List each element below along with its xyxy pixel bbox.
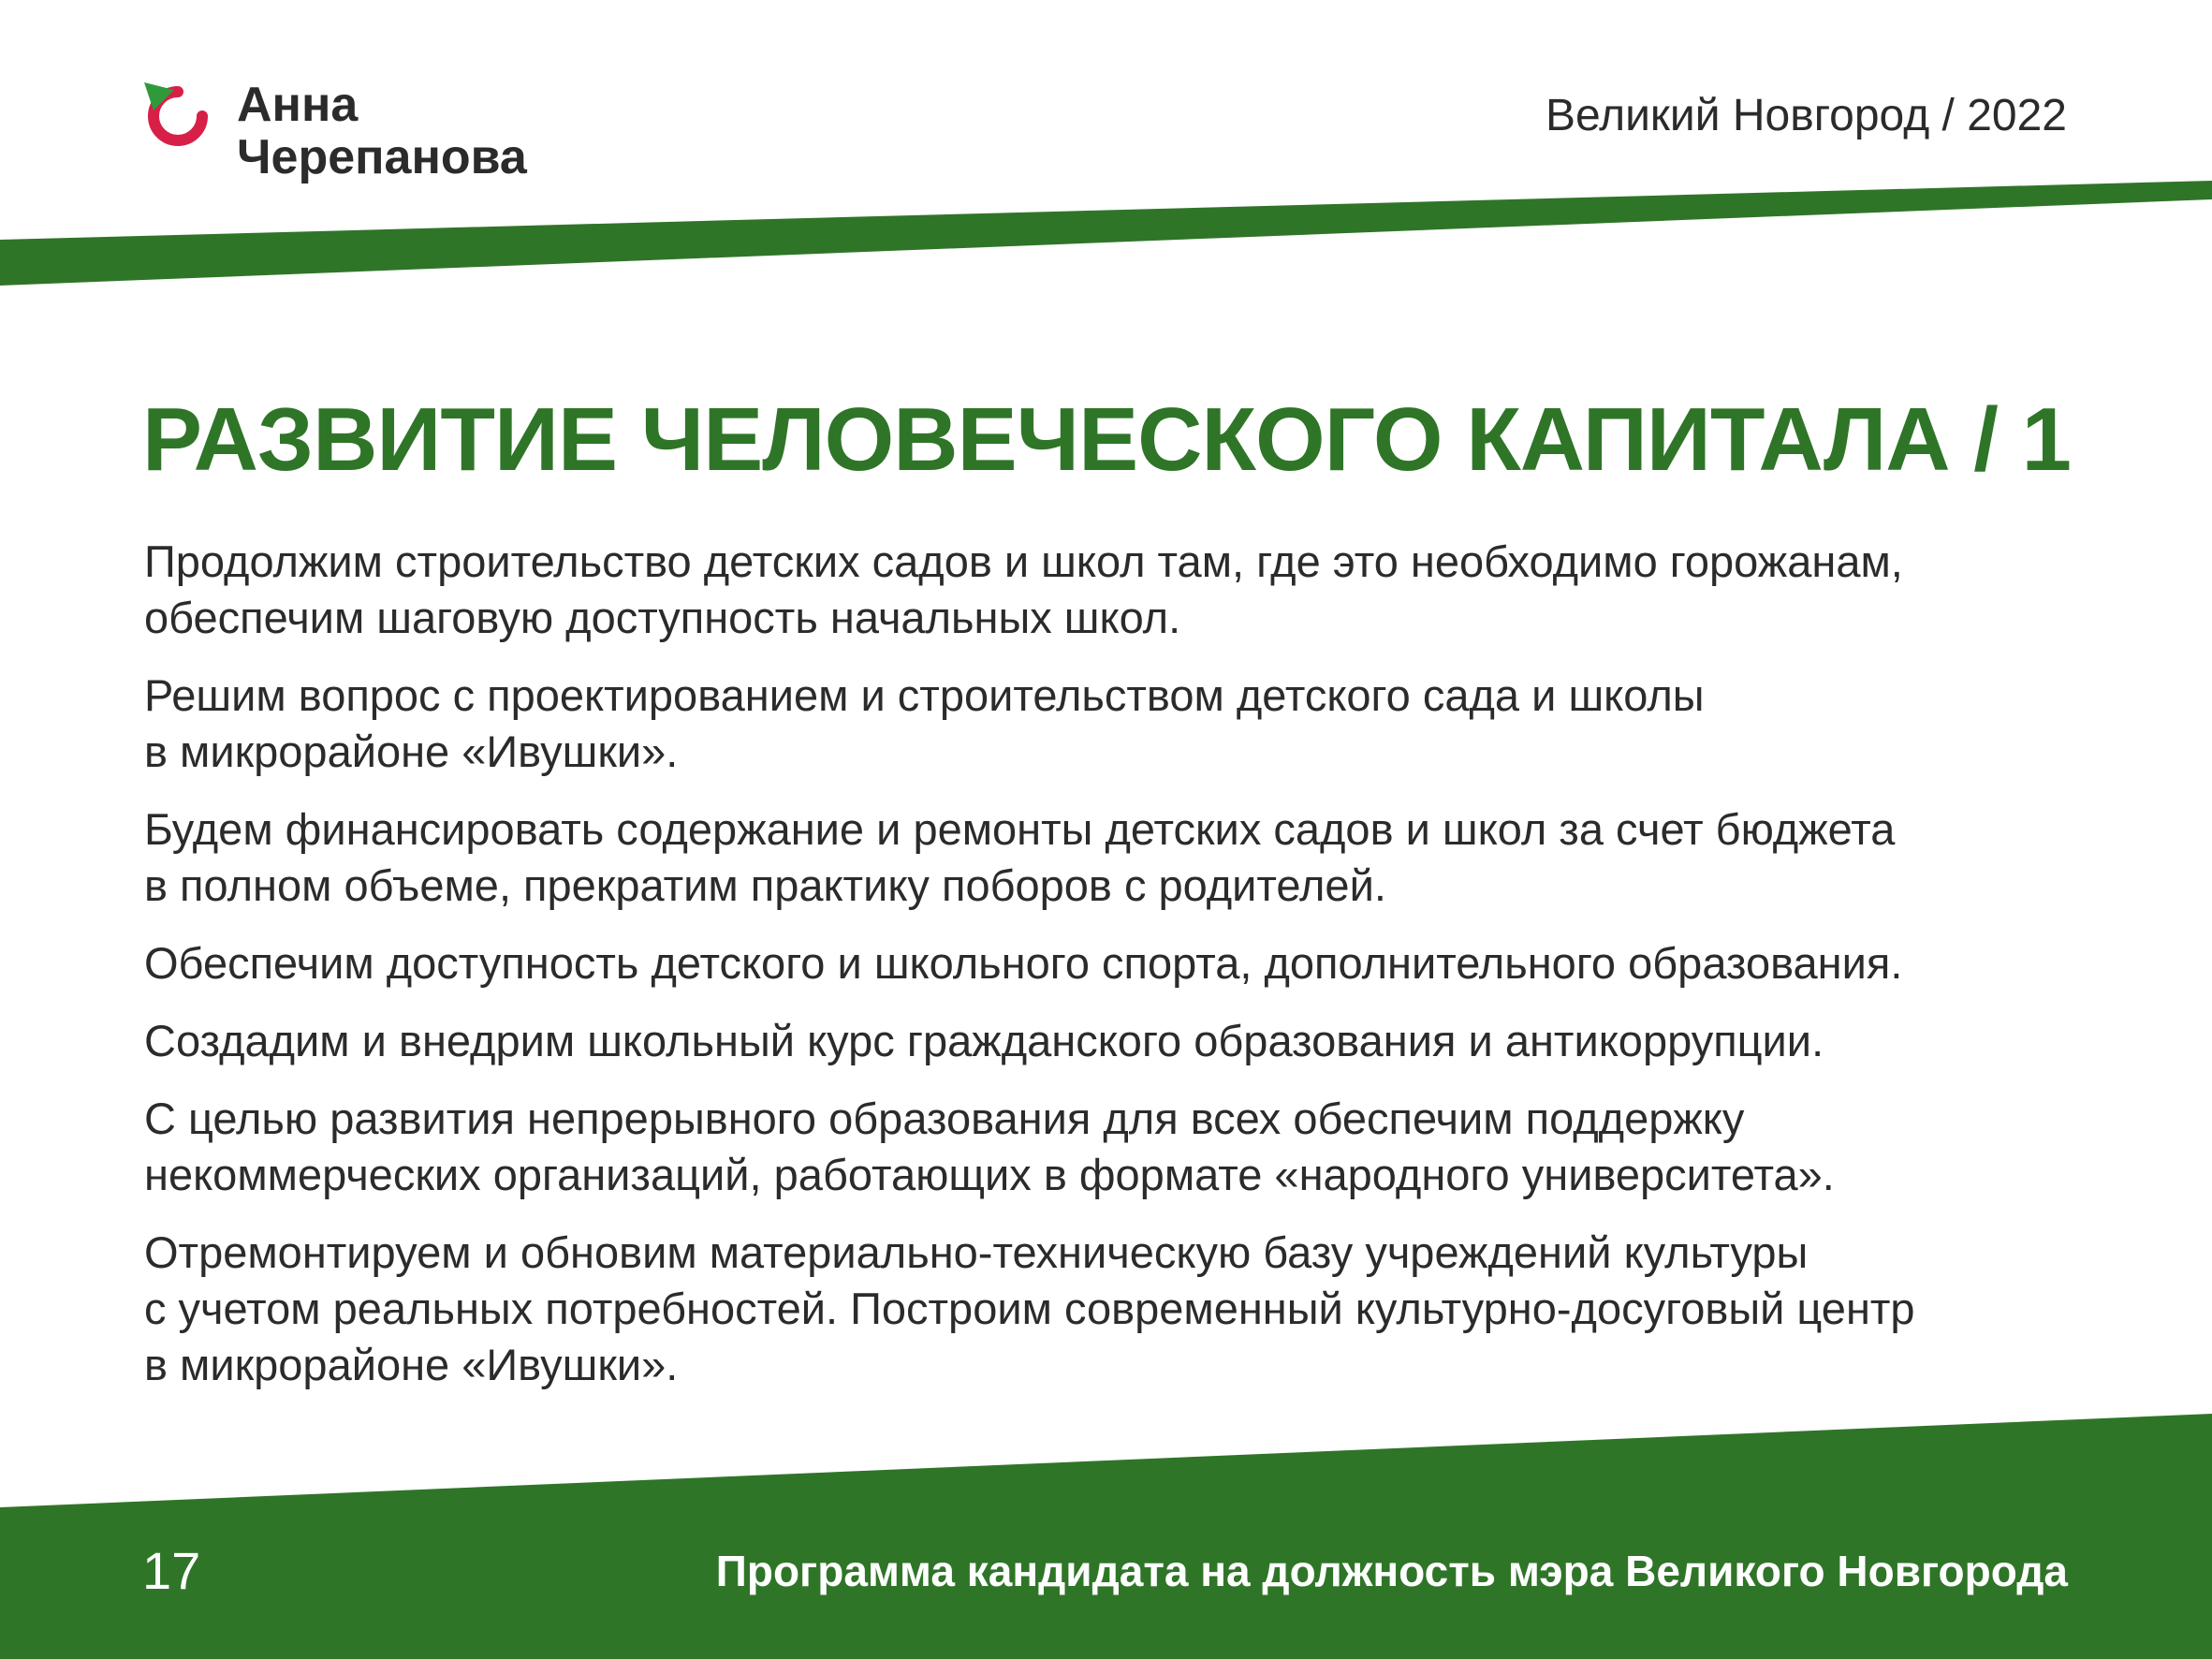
paragraph-line: в микрорайоне «Ивушки». xyxy=(144,1340,679,1389)
paragraph-line: Будем финансировать содержание и ремонты детских садов и школ за счет бюджета xyxy=(144,804,1896,854)
footer-program-title: Программа кандидата на должность мэра Великого Новгорода xyxy=(715,1547,2068,1595)
paragraph-line: в микрорайоне «Ивушки». xyxy=(144,727,679,776)
paragraph-line: с учетом реальных потребностей. Построим современный культурно-досуговый центр xyxy=(144,1284,1915,1333)
paragraph-line: Продолжим строительство детских садов и школ там, где это необходимо горожанам, xyxy=(144,536,1903,586)
paragraph-line: Решим вопрос с проектированием и строительством детского сада и школы xyxy=(144,670,1705,720)
page-number: 17 xyxy=(142,1541,201,1600)
program-paragraph xyxy=(144,1013,2073,1069)
paragraph-line: С целью развития непрерывного образования для всех обеспечим поддержку xyxy=(144,1094,1745,1143)
program-paragraph xyxy=(144,1091,2073,1203)
paragraph-line: Отремонтируем и обновим материально-техническую базу учреждений культуры xyxy=(144,1227,1809,1277)
brand-logo-icon xyxy=(140,79,215,154)
program-content xyxy=(144,534,2073,1415)
location-year: Великий Новгород / 2022 xyxy=(1545,91,2067,140)
paragraph-line: в полном объеме, прекратим практику поборов с родителей. xyxy=(144,860,1386,910)
paragraph-line: обеспечим шаговую доступность начальных школ. xyxy=(144,593,1181,642)
candidate-last-name: Черепанова xyxy=(237,130,527,184)
paragraph-line: Обеспечим доступность детского и школьного спорта, дополнительного образования. xyxy=(144,938,1903,988)
paragraph-line: некоммерческих организаций, работающих в формате «народного университета». xyxy=(144,1150,1835,1199)
paragraph-line: Создадим и внедрим школьный курс гражданского образования и антикоррупции. xyxy=(144,1016,1824,1065)
program-paragraph xyxy=(144,1225,2073,1393)
footer-green-band xyxy=(0,1395,2212,1659)
program-paragraph xyxy=(144,935,2073,991)
page-title: РАЗВИТИЕ ЧЕЛОВЕЧЕСКОГО КАПИТАЛА / 1 xyxy=(142,389,2072,490)
program-paragraph xyxy=(144,801,2073,914)
program-paragraph xyxy=(144,668,2073,780)
candidate-first-name: Анна xyxy=(237,78,359,132)
program-paragraph xyxy=(144,534,2073,646)
candidate-name xyxy=(237,79,527,184)
